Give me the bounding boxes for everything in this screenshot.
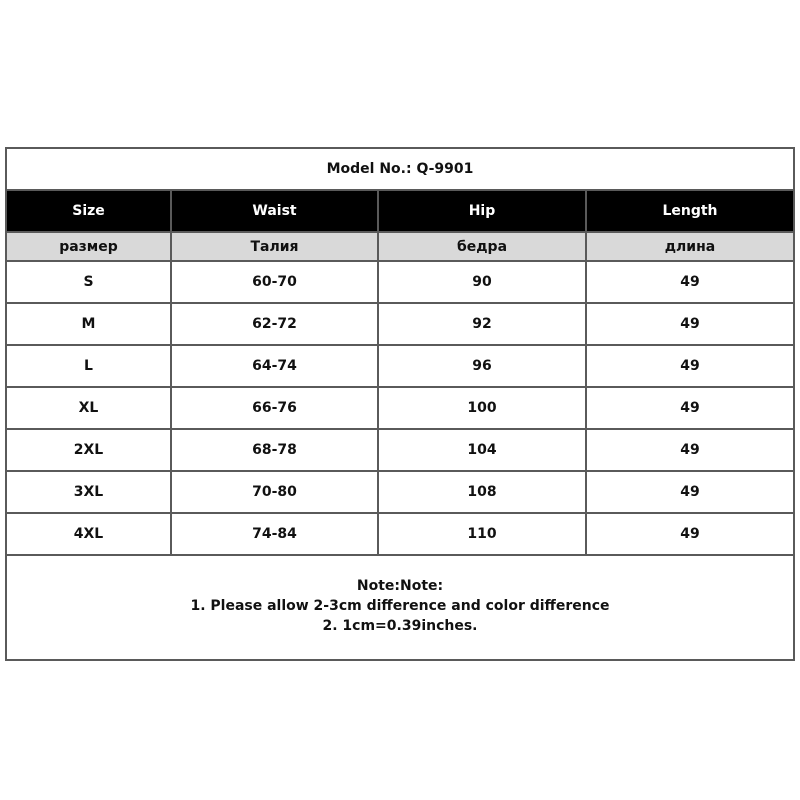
length-cell: 49 — [586, 387, 793, 429]
length-cell: 49 — [586, 345, 793, 387]
hip-cell: 96 — [378, 345, 586, 387]
column-header-hip-ru: бедра — [378, 232, 586, 261]
column-header-size: Size — [7, 190, 171, 232]
size-cell: 2XL — [7, 429, 171, 471]
hip-cell: 100 — [378, 387, 586, 429]
size-cell: L — [7, 345, 171, 387]
waist-cell: 74-84 — [171, 513, 378, 555]
waist-cell: 62-72 — [171, 303, 378, 345]
table-row — [7, 387, 793, 429]
size-cell: 3XL — [7, 471, 171, 513]
size-cell: 4XL — [7, 513, 171, 555]
table-row — [7, 303, 793, 345]
notes-row — [7, 555, 793, 655]
hip-cell: 90 — [378, 261, 586, 303]
table-row — [7, 429, 793, 471]
column-header-waist: Waist — [171, 190, 378, 232]
waist-cell: 70-80 — [171, 471, 378, 513]
hip-cell: 108 — [378, 471, 586, 513]
size-chart — [5, 147, 795, 661]
waist-cell: 60-70 — [171, 261, 378, 303]
column-header-size-ru: размер — [7, 232, 171, 261]
column-header-length: Length — [586, 190, 793, 232]
length-cell: 49 — [586, 429, 793, 471]
length-cell: 49 — [586, 303, 793, 345]
table-row — [7, 513, 793, 555]
note-line: 1. Please allow 2-3cm difference and color difference — [190, 597, 610, 614]
notes-heading: Note:Note: — [356, 577, 444, 594]
length-cell: 49 — [586, 513, 793, 555]
title-row — [7, 149, 793, 190]
table-row — [7, 471, 793, 513]
waist-cell: 64-74 — [171, 345, 378, 387]
note-line: 2. 1cm=0.39inches. — [322, 617, 478, 634]
size-cell: S — [7, 261, 171, 303]
hip-cell: 92 — [378, 303, 586, 345]
length-cell: 49 — [586, 471, 793, 513]
waist-cell: 66-76 — [171, 387, 378, 429]
column-header-length-ru: длина — [586, 232, 793, 261]
model-number-title: Model No.: Q-9901 — [7, 149, 793, 190]
table-row — [7, 345, 793, 387]
notes-cell — [7, 555, 793, 655]
hip-cell: 104 — [378, 429, 586, 471]
column-header-hip: Hip — [378, 190, 586, 232]
size-cell: XL — [7, 387, 171, 429]
column-header-waist-ru: Талия — [171, 232, 378, 261]
waist-cell: 68-78 — [171, 429, 378, 471]
length-cell: 49 — [586, 261, 793, 303]
header-row — [7, 190, 793, 232]
size-table — [7, 149, 793, 655]
hip-cell: 110 — [378, 513, 586, 555]
size-cell: M — [7, 303, 171, 345]
table-row — [7, 261, 793, 303]
russian-header-row — [7, 232, 793, 261]
